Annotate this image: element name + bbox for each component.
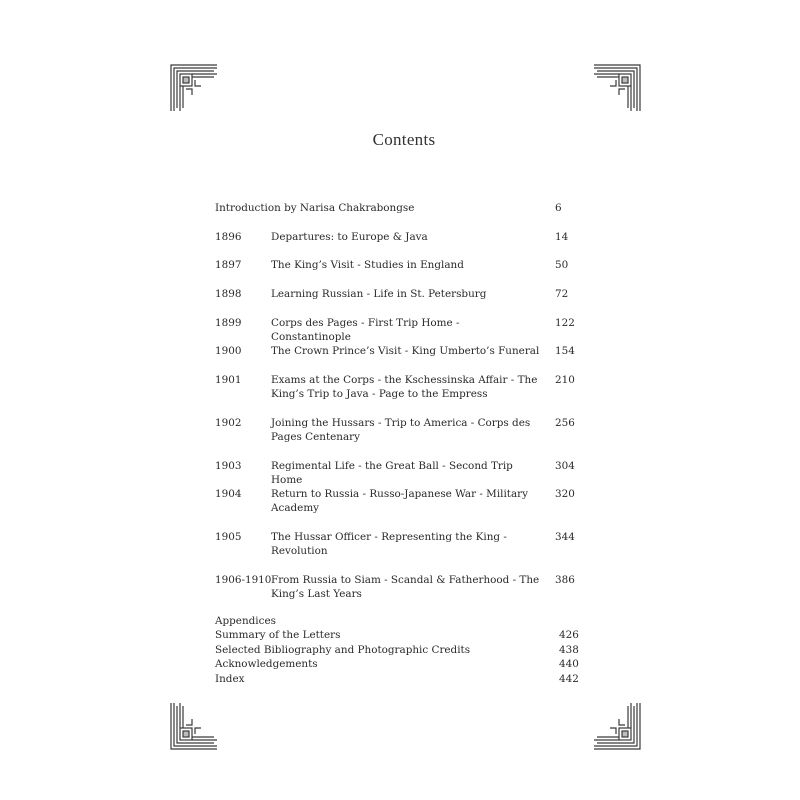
corner-ornament-icon xyxy=(593,64,641,112)
entry-title: Joining the Hussars - Trip to America - Corps des Pages Centenary xyxy=(271,417,531,443)
entry-title: Corps des Pages - First Trip Home - Constantinople xyxy=(271,317,460,343)
entry-year: 1898 xyxy=(215,288,242,300)
appendix-entry xyxy=(215,657,580,671)
entry-page: 256 xyxy=(555,417,575,429)
appendix-entry xyxy=(215,643,580,657)
appendices-heading-label: Appendices xyxy=(215,615,276,627)
entry-page: 442 xyxy=(559,672,579,685)
entry-page: 6 xyxy=(555,202,562,214)
entry-page: 440 xyxy=(559,658,579,671)
entry-page: 154 xyxy=(555,345,575,357)
entry-year: 1904 xyxy=(215,488,242,500)
entry-page: 438 xyxy=(559,643,579,656)
corner-ornament-icon xyxy=(170,702,218,750)
appendix-entry xyxy=(215,672,580,686)
entry-year: 1900 xyxy=(215,345,242,357)
entry-year: 1906-1910 xyxy=(215,574,272,586)
entry-year: 1897 xyxy=(215,259,242,271)
appendices-section xyxy=(215,614,580,686)
entry-title: The Hussar Officer - Representing the King - Revolution xyxy=(271,531,507,557)
entry-title: Index xyxy=(215,672,245,685)
entry-title: Exams at the Corps - the Kschessinska Affair - The King’s Trip to Java - Page to the Empress xyxy=(271,374,538,400)
appendix-entry xyxy=(215,628,580,642)
entry-title: Selected Bibliography and Photographic Credits xyxy=(215,643,471,656)
entry-year: 1903 xyxy=(215,460,242,472)
entry-year: 1902 xyxy=(215,417,242,429)
entry-title: Return to Russia - Russo-Japanese War - Military Academy xyxy=(271,488,529,514)
entry-title: The Crown Prince’s Visit - King Umberto’s Funeral xyxy=(271,345,540,357)
entry-title: Regimental Life - the Great Ball - Second Trip Home xyxy=(271,460,513,486)
entry-page: 344 xyxy=(555,531,575,543)
entry-page: 14 xyxy=(555,231,569,243)
entry-page: 72 xyxy=(555,288,569,300)
entry-year: 1905 xyxy=(215,531,242,543)
entry-title: Introduction by Narisa Chakrabongse xyxy=(215,202,415,214)
entry-year: 1899 xyxy=(215,317,242,329)
entry-title: The King’s Visit - Studies in England xyxy=(271,259,464,271)
page-title: Contents xyxy=(372,130,436,149)
entry-page: 320 xyxy=(555,488,575,500)
corner-ornament-icon xyxy=(593,702,641,750)
entry-title: Learning Russian - Life in St. Petersburg xyxy=(271,288,487,300)
entry-title: Summary of the Letters xyxy=(215,629,341,642)
corner-ornament-icon xyxy=(170,64,218,112)
entry-page: 50 xyxy=(555,259,569,271)
entry-year: 1901 xyxy=(215,374,242,386)
entry-page: 386 xyxy=(555,574,575,586)
entry-title: From Russia to Siam - Scandal & Fatherhood - The King’s Last Years xyxy=(271,574,540,600)
entry-title: Departures: to Europe & Java xyxy=(271,231,428,243)
entry-page: 122 xyxy=(555,317,575,329)
entry-title: Acknowledgements xyxy=(215,658,318,671)
entry-page: 210 xyxy=(555,374,575,386)
appendices-heading xyxy=(215,614,580,628)
entry-page: 304 xyxy=(555,460,575,472)
entry-year: 1896 xyxy=(215,231,242,243)
entry-page: 426 xyxy=(559,629,579,642)
